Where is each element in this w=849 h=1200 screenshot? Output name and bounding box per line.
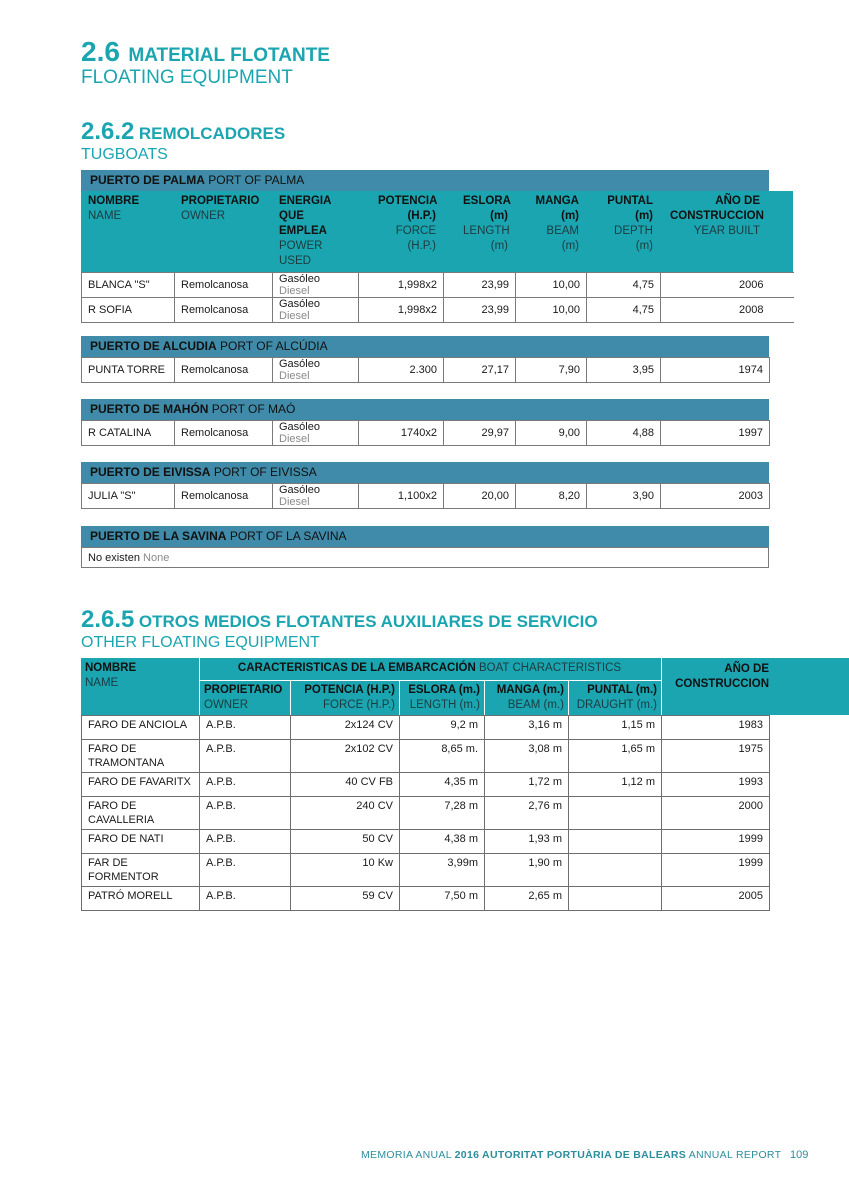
cell-year: 2003 [661,484,770,509]
cell-hp: 40 CV FB [291,773,400,797]
other-header [81,658,849,715]
cell-fuel [273,484,359,509]
col-depth [568,681,661,715]
section-title: MATERIAL FLOTANTE [128,45,330,66]
col-beam-en: BEAM (m.) [507,699,564,711]
cell-name: R CATALINA [82,421,175,446]
cell-beam: 3,16 m [485,716,569,740]
cell-beam: 1,90 m [485,854,569,887]
fuel-es: Gasóleo [279,358,320,370]
cell-year: 1975 [662,740,770,773]
cell-depth: 1,65 m [569,740,662,773]
fuel-en: Diesel [279,370,310,382]
footer-pre: MEMORIA ANUAL [361,1149,452,1161]
cell-hp: 50 CV [291,830,400,854]
none-en: None [143,551,170,564]
cell-length: 29,97 [444,421,516,446]
table-row [82,298,794,323]
port-name-es: PUERTO DE LA SAVINA [90,529,227,543]
other-heading [81,606,598,651]
col-owner [199,681,290,715]
col-beam-es: MANGA (m) [535,195,579,222]
port-bar-savina [81,526,769,547]
fuel-es: Gasóleo [279,484,320,496]
cell-owner: Remolcanosa [175,273,273,298]
section-subtitle: FLOATING EQUIPMENT [81,67,293,88]
cell-name: JULIA "S" [82,484,175,509]
table-row [82,484,770,509]
col-force-en: FORCE (H.P.) [323,699,395,711]
table-row [82,740,770,773]
col-name-en: NAME [88,210,122,222]
tugboats-heading [81,118,285,163]
cell-beam: 7,90 [516,358,587,383]
section-number: 2.6 [81,36,120,67]
col-owner [174,191,272,272]
fuel-es: Gasóleo [279,421,320,433]
table-row [82,773,770,797]
port-bar-alcudia [81,336,769,357]
cell-length: 20,00 [444,484,516,509]
cell-beam: 10,00 [516,273,587,298]
cell-name: FARO DE TRAMONTANA [82,740,200,773]
fuel-en: Diesel [279,433,310,445]
col-depth-en: DEPTH (m) [614,225,653,252]
cell-length: 23,99 [444,273,516,298]
fuel-en: Diesel [279,285,310,297]
cell-name: PATRÓ MORELL [82,887,200,911]
col-depth-es: PUNTAL (m) [607,195,653,222]
footer-post: ANNUAL REPORT [688,1149,782,1161]
cell-beam: 9,00 [516,421,587,446]
tugboats-title: REMOLCADORES [138,124,286,143]
table-row [82,716,770,740]
col-depth-en: DRAUGHT (m.) [576,699,657,711]
cell-beam: 1,72 m [485,773,569,797]
col-name-es: NOMBRE [88,195,140,207]
cell-name: PUNTA TORRE [82,358,175,383]
alcudia-table [81,357,770,383]
cell-hp: 1,998x2 [359,298,444,323]
table-row [82,548,769,568]
col-year-es: AÑO DE CONSTRUCCION [675,663,769,690]
cell-none [82,548,769,568]
col-length [399,681,484,715]
cell-hp: 10 Kw [291,854,400,887]
port-name-es: PUERTO DE PALMA [90,173,205,187]
mahon-table [81,420,770,446]
other-table [81,715,770,911]
palma-table [81,272,794,323]
port-name-en: PORT OF MAÓ [211,402,296,416]
cell-depth: 3,95 [587,358,661,383]
cell-fuel [273,273,359,298]
cell-owner: Remolcanosa [175,298,273,323]
cell-name: FARO DE CAVALLERIA [82,797,200,830]
cell-depth [569,887,662,911]
port-bar-mahon [81,399,769,420]
col-beam-en: BEAM (m) [546,225,579,252]
col-owner-en: OWNER [181,210,226,222]
cell-hp: 2x124 CV [291,716,400,740]
fuel-en: Diesel [279,310,310,322]
cell-depth [569,854,662,887]
cell-fuel [273,421,359,446]
cell-name: FARO DE ANCIOLA [82,716,200,740]
table-row [82,358,770,383]
cell-depth: 1,15 m [569,716,662,740]
col-force-en: FORCE (H.P.) [395,225,436,252]
group-es: CARACTERISTICAS DE LA EMBARCACIÓN [237,662,476,674]
cell-hp: 1740x2 [359,421,444,446]
cell-depth: 4,88 [587,421,661,446]
cell-year: 2000 [662,797,770,830]
cell-hp: 1,998x2 [359,273,444,298]
cell-year: 1993 [662,773,770,797]
port-name-es: PUERTO DE ALCUDIA [90,339,217,353]
cell-depth [569,797,662,830]
table-row [82,273,794,298]
eivissa-table [81,483,770,509]
fuel-es: Gasóleo [279,298,320,310]
cell-owner: A.P.B. [200,716,291,740]
group-en: BOAT CHARACTERISTICS [479,662,622,674]
col-force [358,191,443,272]
col-force [290,681,399,715]
cell-name: FARO DE NATI [82,830,200,854]
savina-table [81,547,769,568]
cell-length: 4,38 m [400,830,485,854]
cell-year: 2008 [661,298,794,323]
cell-owner: A.P.B. [200,830,291,854]
port-name-en: PORT OF EIVISSA [213,465,317,479]
col-depth [586,191,660,272]
table-row [82,887,770,911]
footer [361,1149,781,1161]
col-length-es: ESLORA (m) [463,195,511,222]
cell-hp: 59 CV [291,887,400,911]
cell-depth: 4,75 [587,273,661,298]
cell-length: 27,17 [444,358,516,383]
table-row [82,797,770,830]
port-name-en: PORT OF LA SAVINA [229,529,347,543]
cell-length: 7,28 m [400,797,485,830]
col-name [81,191,174,272]
cell-name: R SOFIA [82,298,175,323]
fuel-es: Gasóleo [279,273,320,285]
port-name-en: PORT OF PALMA [208,173,305,187]
col-year [660,191,793,272]
cell-beam: 2,76 m [485,797,569,830]
cell-hp: 2x102 CV [291,740,400,773]
col-length-en: LENGTH (m.) [409,699,480,711]
cell-name: FARO DE FAVARITX [82,773,200,797]
cell-length: 4,35 m [400,773,485,797]
col-owner-es: PROPIETARIO [204,684,283,696]
section-heading [81,36,330,88]
cell-length: 3,99m [400,854,485,887]
col-force-es: POTENCIA (H.P.) [304,684,395,696]
col-year [661,662,769,692]
col-year-en: YEAR BUILT [693,225,760,237]
table-row [82,854,770,887]
cell-beam: 1,93 m [485,830,569,854]
table-row [82,830,770,854]
table-row [82,421,770,446]
cell-beam: 3,08 m [485,740,569,773]
cell-hp: 240 CV [291,797,400,830]
none-es: No existen [88,551,140,564]
cell-year: 1999 [662,830,770,854]
col-length [443,191,515,272]
col-owner-en: OWNER [204,699,249,711]
cell-length: 9,2 m [400,716,485,740]
cell-owner: Remolcanosa [175,421,273,446]
col-force-es: POTENCIA (H.P.) [378,195,438,222]
other-number: 2.6.5 [81,606,135,633]
port-name-es: PUERTO DE EIVISSA [90,465,211,479]
col-owner-es: PROPIETARIO [181,195,260,207]
col-beam [515,191,586,272]
col-beam-es: MANGA (m.) [496,684,564,696]
cell-beam: 2,65 m [485,887,569,911]
cell-depth: 1,12 m [569,773,662,797]
cell-hp: 2.300 [359,358,444,383]
cell-owner: Remolcanosa [175,484,273,509]
port-name-en: PORT OF ALCÚDIA [220,339,328,353]
cell-owner: A.P.B. [200,773,291,797]
cell-owner: A.P.B. [200,797,291,830]
cell-year: 2005 [662,887,770,911]
cell-hp: 1,100x2 [359,484,444,509]
col-power-en: POWER USED [279,240,323,267]
tugboats-number: 2.6.2 [81,118,135,145]
cell-depth [569,830,662,854]
cell-length: 7,50 m [400,887,485,911]
page-number: 109 [790,1149,809,1161]
col-beam [484,681,568,715]
cell-year: 2006 [661,273,794,298]
cell-depth: 4,75 [587,298,661,323]
cell-year: 1983 [662,716,770,740]
cell-beam: 8,20 [516,484,587,509]
tugboats-header [81,191,793,272]
cell-owner: A.P.B. [200,854,291,887]
col-power-es: ENERGIA QUE EMPLEA [279,195,331,237]
col-length-es: ESLORA (m.) [408,684,480,696]
other-title: OTROS MEDIOS FLOTANTES AUXILIARES DE SERVICIO [138,612,598,631]
col-name-en: NAME [85,677,119,689]
other-subtitle: OTHER FLOATING EQUIPMENT [81,634,320,651]
col-year-es: AÑO DE CONSTRUCCION [670,195,764,222]
port-name-es: PUERTO DE MAHÓN [90,402,209,416]
cell-fuel [273,358,359,383]
group-header [199,662,660,674]
tugboats-subtitle: TUGBOATS [81,146,168,163]
cell-owner: Remolcanosa [175,358,273,383]
fuel-en: Diesel [279,496,310,508]
port-bar-eivissa [81,462,769,483]
cell-length: 8,65 m. [400,740,485,773]
cell-owner: A.P.B. [200,740,291,773]
cell-name: BLANCA "S" [82,273,175,298]
col-depth-es: PUNTAL (m.) [587,684,657,696]
col-name-es: NOMBRE [85,662,137,674]
cell-beam: 10,00 [516,298,587,323]
col-power [272,191,358,272]
port-bar-palma [81,170,769,191]
footer-org: 2016 AUTORITAT PORTUÀRIA DE BALEARS [454,1149,687,1161]
col-length-en: LENGTH (m) [463,225,510,252]
cell-year: 1999 [662,854,770,887]
cell-depth: 3,90 [587,484,661,509]
cell-owner: A.P.B. [200,887,291,911]
cell-name: FAR DE FORMENTOR [82,854,200,887]
cell-year: 1974 [661,358,770,383]
cell-year: 1997 [661,421,770,446]
cell-fuel [273,298,359,323]
cell-length: 23,99 [444,298,516,323]
